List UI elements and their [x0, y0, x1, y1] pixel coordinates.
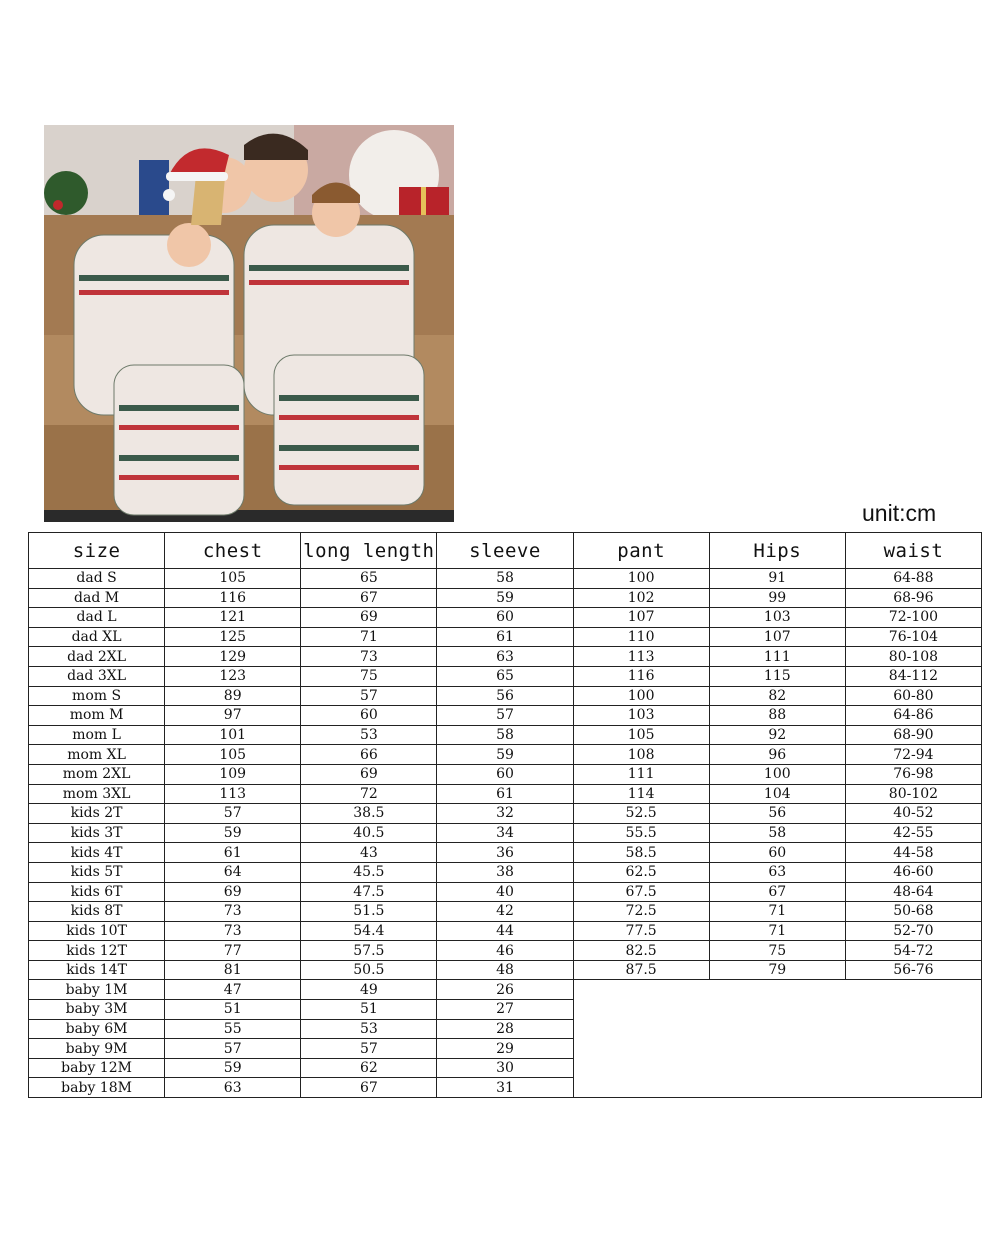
measurement-cell: 100	[573, 569, 709, 589]
measurement-cell: 27	[437, 1000, 573, 1020]
measurement-cell: 53	[301, 725, 437, 745]
table-row	[29, 921, 982, 941]
table-row	[29, 980, 982, 1000]
empty-cell	[573, 980, 981, 1098]
measurement-cell: 72.5	[573, 902, 709, 922]
size-cell: dad L	[29, 608, 165, 628]
table-row	[29, 725, 982, 745]
measurement-cell: 72-100	[845, 608, 981, 628]
measurement-cell: 62	[301, 1058, 437, 1078]
size-cell: kids 3T	[29, 823, 165, 843]
measurement-cell: 56-76	[845, 960, 981, 980]
measurement-cell: 53	[301, 1019, 437, 1039]
measurement-cell: 60-80	[845, 686, 981, 706]
measurement-cell: 77	[165, 941, 301, 961]
table-row	[29, 706, 982, 726]
measurement-cell: 54-72	[845, 941, 981, 961]
measurement-cell: 123	[165, 666, 301, 686]
measurement-cell: 73	[301, 647, 437, 667]
measurement-cell: 28	[437, 1019, 573, 1039]
measurement-cell: 100	[709, 764, 845, 784]
measurement-cell: 88	[709, 706, 845, 726]
measurement-cell: 113	[165, 784, 301, 804]
measurement-cell: 38	[437, 862, 573, 882]
measurement-cell: 61	[437, 784, 573, 804]
measurement-cell: 109	[165, 764, 301, 784]
measurement-cell: 58	[709, 823, 845, 843]
measurement-cell: 46	[437, 941, 573, 961]
measurement-cell: 92	[709, 725, 845, 745]
measurement-cell: 67	[301, 1078, 437, 1098]
measurement-cell: 113	[573, 647, 709, 667]
size-cell: mom L	[29, 725, 165, 745]
unit-label: unit:cm	[862, 500, 937, 526]
measurement-cell: 69	[301, 764, 437, 784]
measurement-cell: 44	[437, 921, 573, 941]
measurement-cell: 64	[165, 862, 301, 882]
measurement-cell: 111	[709, 647, 845, 667]
measurement-cell: 63	[709, 862, 845, 882]
column-header-long-length: long length	[301, 533, 437, 569]
measurement-cell: 104	[709, 784, 845, 804]
size-chart-table	[28, 532, 982, 1098]
measurement-cell: 40.5	[301, 823, 437, 843]
measurement-cell: 105	[573, 725, 709, 745]
measurement-cell: 31	[437, 1078, 573, 1098]
size-cell: kids 14T	[29, 960, 165, 980]
measurement-cell: 26	[437, 980, 573, 1000]
measurement-cell: 129	[165, 647, 301, 667]
measurement-cell: 64-88	[845, 569, 981, 589]
measurement-cell: 50-68	[845, 902, 981, 922]
measurement-cell: 72	[301, 784, 437, 804]
measurement-cell: 96	[709, 745, 845, 765]
measurement-cell: 69	[301, 608, 437, 628]
measurement-cell: 45.5	[301, 862, 437, 882]
measurement-cell: 71	[709, 902, 845, 922]
measurement-cell: 87.5	[573, 960, 709, 980]
family-christmas-pajamas-photo	[44, 125, 454, 522]
measurement-cell: 56	[709, 804, 845, 824]
measurement-cell: 64-86	[845, 706, 981, 726]
table-row	[29, 686, 982, 706]
size-cell: mom 2XL	[29, 764, 165, 784]
measurement-cell: 51	[301, 1000, 437, 1020]
measurement-cell: 42	[437, 902, 573, 922]
measurement-cell: 46-60	[845, 862, 981, 882]
measurement-cell: 80-102	[845, 784, 981, 804]
measurement-cell: 62.5	[573, 862, 709, 882]
size-cell: dad 3XL	[29, 666, 165, 686]
size-cell: baby 1M	[29, 980, 165, 1000]
measurement-cell: 73	[165, 902, 301, 922]
measurement-cell: 67	[709, 882, 845, 902]
measurement-cell: 60	[301, 706, 437, 726]
table-row	[29, 569, 982, 589]
size-cell: baby 3M	[29, 1000, 165, 1020]
measurement-cell: 48	[437, 960, 573, 980]
size-cell: dad XL	[29, 627, 165, 647]
measurement-cell: 60	[437, 764, 573, 784]
size-cell: dad M	[29, 588, 165, 608]
measurement-cell: 67.5	[573, 882, 709, 902]
measurement-cell: 77.5	[573, 921, 709, 941]
measurement-cell: 111	[573, 764, 709, 784]
measurement-cell: 69	[165, 882, 301, 902]
measurement-cell: 52.5	[573, 804, 709, 824]
size-cell: baby 12M	[29, 1058, 165, 1078]
table-row	[29, 764, 982, 784]
measurement-cell: 44-58	[845, 843, 981, 863]
table-row	[29, 666, 982, 686]
measurement-cell: 100	[573, 686, 709, 706]
measurement-cell: 91	[709, 569, 845, 589]
measurement-cell: 47.5	[301, 882, 437, 902]
measurement-cell: 114	[573, 784, 709, 804]
measurement-cell: 57.5	[301, 941, 437, 961]
measurement-cell: 47	[165, 980, 301, 1000]
measurement-cell: 68-96	[845, 588, 981, 608]
measurement-cell: 116	[165, 588, 301, 608]
measurement-cell: 105	[165, 745, 301, 765]
measurement-cell: 43	[301, 843, 437, 863]
measurement-cell: 89	[165, 686, 301, 706]
measurement-cell: 59	[165, 1058, 301, 1078]
measurement-cell: 29	[437, 1039, 573, 1059]
size-cell: kids 4T	[29, 843, 165, 863]
measurement-cell: 59	[165, 823, 301, 843]
measurement-cell: 55.5	[573, 823, 709, 843]
measurement-cell: 38.5	[301, 804, 437, 824]
measurement-cell: 57	[301, 686, 437, 706]
measurement-cell: 65	[301, 569, 437, 589]
measurement-cell: 82	[709, 686, 845, 706]
measurement-cell: 57	[301, 1039, 437, 1059]
size-cell: dad 2XL	[29, 647, 165, 667]
measurement-cell: 61	[165, 843, 301, 863]
measurement-cell: 107	[709, 627, 845, 647]
measurement-cell: 108	[573, 745, 709, 765]
measurement-cell: 76-98	[845, 764, 981, 784]
size-cell: mom M	[29, 706, 165, 726]
size-cell: dad S	[29, 569, 165, 589]
measurement-cell: 71	[301, 627, 437, 647]
measurement-cell: 68-90	[845, 725, 981, 745]
table-header-row	[29, 533, 982, 569]
table-row	[29, 745, 982, 765]
size-cell: baby 9M	[29, 1039, 165, 1059]
table-row	[29, 941, 982, 961]
measurement-cell: 63	[437, 647, 573, 667]
size-cell: baby 6M	[29, 1019, 165, 1039]
measurement-cell: 84-112	[845, 666, 981, 686]
column-header-sleeve: sleeve	[437, 533, 573, 569]
measurement-cell: 125	[165, 627, 301, 647]
measurement-cell: 54.4	[301, 921, 437, 941]
measurement-cell: 61	[437, 627, 573, 647]
measurement-cell: 105	[165, 569, 301, 589]
measurement-cell: 66	[301, 745, 437, 765]
table-row	[29, 823, 982, 843]
measurement-cell: 40	[437, 882, 573, 902]
measurement-cell: 63	[165, 1078, 301, 1098]
size-cell: kids 2T	[29, 804, 165, 824]
column-header-pant: pant	[573, 533, 709, 569]
table-row	[29, 804, 982, 824]
measurement-cell: 76-104	[845, 627, 981, 647]
measurement-cell: 103	[573, 706, 709, 726]
measurement-cell: 99	[709, 588, 845, 608]
table-row	[29, 627, 982, 647]
measurement-cell: 65	[437, 666, 573, 686]
column-header-hips: Hips	[709, 533, 845, 569]
measurement-cell: 58	[437, 725, 573, 745]
measurement-cell: 101	[165, 725, 301, 745]
column-header-size: size	[29, 533, 165, 569]
measurement-cell: 59	[437, 745, 573, 765]
measurement-cell: 32	[437, 804, 573, 824]
table-row	[29, 882, 982, 902]
table-row	[29, 902, 982, 922]
measurement-cell: 58.5	[573, 843, 709, 863]
measurement-cell: 57	[165, 1039, 301, 1059]
measurement-cell: 75	[709, 941, 845, 961]
measurement-cell: 72-94	[845, 745, 981, 765]
column-header-waist: waist	[845, 533, 981, 569]
measurement-cell: 60	[437, 608, 573, 628]
table-row	[29, 960, 982, 980]
size-cell: mom XL	[29, 745, 165, 765]
measurement-cell: 102	[573, 588, 709, 608]
size-cell: baby 18M	[29, 1078, 165, 1098]
measurement-cell: 79	[709, 960, 845, 980]
measurement-cell: 97	[165, 706, 301, 726]
measurement-cell: 51	[165, 1000, 301, 1020]
measurement-cell: 71	[709, 921, 845, 941]
measurement-cell: 30	[437, 1058, 573, 1078]
measurement-cell: 103	[709, 608, 845, 628]
table-row	[29, 588, 982, 608]
measurement-cell: 59	[437, 588, 573, 608]
measurement-cell: 40-52	[845, 804, 981, 824]
table-row	[29, 647, 982, 667]
measurement-cell: 73	[165, 921, 301, 941]
measurement-cell: 57	[437, 706, 573, 726]
measurement-cell: 57	[165, 804, 301, 824]
size-cell: kids 12T	[29, 941, 165, 961]
size-cell: kids 8T	[29, 902, 165, 922]
measurement-cell: 116	[573, 666, 709, 686]
measurement-cell: 52-70	[845, 921, 981, 941]
table-row	[29, 862, 982, 882]
table-body	[29, 569, 982, 1098]
table-row	[29, 784, 982, 804]
measurement-cell: 115	[709, 666, 845, 686]
size-cell: mom S	[29, 686, 165, 706]
size-cell: kids 5T	[29, 862, 165, 882]
table-row	[29, 608, 982, 628]
measurement-cell: 36	[437, 843, 573, 863]
size-cell: kids 10T	[29, 921, 165, 941]
measurement-cell: 51.5	[301, 902, 437, 922]
measurement-cell: 60	[709, 843, 845, 863]
measurement-cell: 50.5	[301, 960, 437, 980]
measurement-cell: 107	[573, 608, 709, 628]
measurement-cell: 42-55	[845, 823, 981, 843]
measurement-cell: 82.5	[573, 941, 709, 961]
measurement-cell: 34	[437, 823, 573, 843]
measurement-cell: 49	[301, 980, 437, 1000]
measurement-cell: 55	[165, 1019, 301, 1039]
column-header-chest: chest	[165, 533, 301, 569]
size-cell: mom 3XL	[29, 784, 165, 804]
measurement-cell: 110	[573, 627, 709, 647]
measurement-cell: 58	[437, 569, 573, 589]
measurement-cell: 75	[301, 666, 437, 686]
measurement-cell: 56	[437, 686, 573, 706]
table-row	[29, 843, 982, 863]
measurement-cell: 80-108	[845, 647, 981, 667]
measurement-cell: 121	[165, 608, 301, 628]
measurement-cell: 67	[301, 588, 437, 608]
size-cell: kids 6T	[29, 882, 165, 902]
measurement-cell: 81	[165, 960, 301, 980]
measurement-cell: 48-64	[845, 882, 981, 902]
